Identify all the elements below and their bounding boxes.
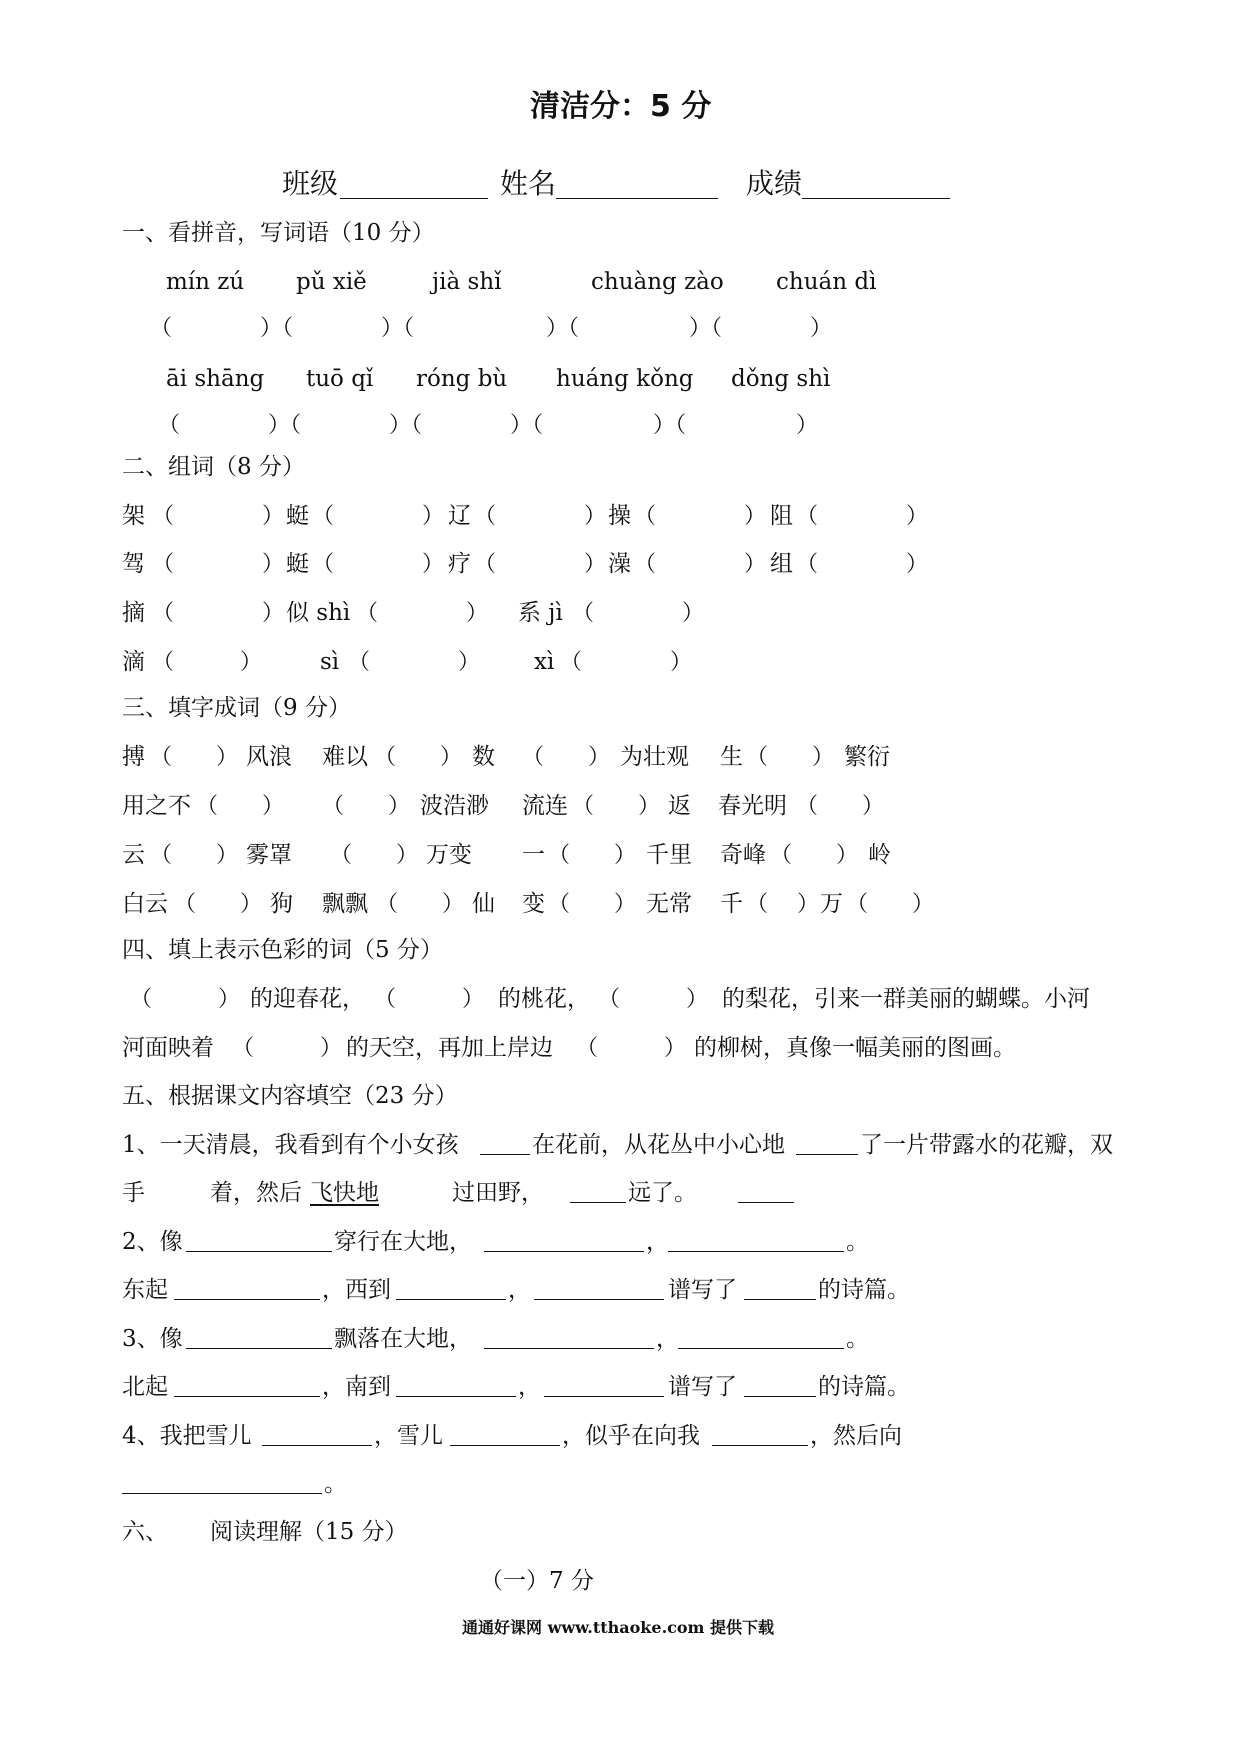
sentence-part: ，似乎在向我 — [562, 1423, 700, 1449]
word-part: 一 — [522, 842, 545, 868]
sentence-part: ， — [508, 1277, 531, 1303]
word-part: 为壮观 — [620, 744, 689, 770]
fill-blank[interactable] — [534, 1277, 664, 1303]
sentence-part: 北起 — [122, 1374, 168, 1400]
answer-box[interactable]: （ ） — [374, 987, 485, 1012]
fill-blank[interactable] — [484, 1326, 654, 1352]
pinyin-item: chuán dì — [776, 269, 877, 295]
char: 阻 — [770, 503, 793, 529]
fill-blank[interactable] — [262, 1423, 372, 1449]
sentence-part: 着，然后 — [210, 1180, 302, 1206]
sentence-part: 的梨花，引来一群美丽的蝴蝶。小河 — [722, 986, 1090, 1012]
fill-blank[interactable] — [712, 1423, 808, 1449]
answer-box[interactable]: （ ） — [376, 892, 465, 917]
fill-blank[interactable] — [122, 1471, 322, 1497]
word-part: 波浩渺 — [420, 793, 489, 819]
sentence-part: ，南到 — [322, 1374, 391, 1400]
fill-blank[interactable] — [186, 1229, 332, 1255]
answer-box[interactable]: （ ） — [174, 892, 263, 917]
fill-blank[interactable] — [174, 1374, 320, 1400]
score-field[interactable] — [802, 172, 950, 202]
sentence-part: ，雪儿 — [374, 1423, 443, 1449]
word-part: 岭 — [868, 842, 891, 868]
answer-box[interactable]: （ ） — [356, 601, 489, 626]
footer-credit: 通通好课网 www.tthaoke.com 提供下载 — [462, 1618, 775, 1637]
sentence-part: 4、我把雪儿 — [122, 1423, 252, 1449]
char: xì — [534, 649, 555, 675]
answer-box[interactable]: （ ） — [746, 745, 835, 770]
answer-box[interactable]: （ ） — [348, 650, 481, 675]
char: 似 shì — [286, 600, 351, 626]
answer-box[interactable]: （ ） — [152, 650, 263, 675]
answer-box[interactable]: （ ） — [560, 650, 693, 675]
word-part: 雾罩 — [246, 842, 292, 868]
sentence-part: 。 — [846, 1326, 869, 1352]
answer-box[interactable]: （ ） — [770, 843, 859, 868]
answer-box[interactable]: （ ） — [152, 504, 285, 529]
pinyin-item: chuàng zào — [591, 269, 724, 295]
answer-box[interactable]: （ ） — [330, 843, 419, 868]
sentence-part: ， — [656, 1326, 679, 1352]
sentence-part: 谱写了 — [668, 1277, 737, 1303]
sentence-part: 的迎春花， — [250, 986, 365, 1012]
char: 系 jì — [518, 600, 563, 626]
word-part: 流连 — [522, 793, 568, 819]
word-part: 变 — [522, 891, 545, 917]
fill-blank[interactable] — [744, 1277, 816, 1303]
word-part: 云 — [122, 842, 145, 868]
answer-box[interactable]: （ ） — [152, 601, 285, 626]
word-part: 狗 — [270, 891, 293, 917]
fill-blank[interactable] — [570, 1180, 626, 1206]
answer-box[interactable]: （ ） — [634, 504, 767, 529]
section-6-title: 阅读理解（15 分） — [210, 1519, 408, 1545]
page-title: 清洁分：5 分 — [530, 89, 712, 124]
fill-blank[interactable] — [480, 1132, 530, 1158]
answer-box[interactable]: （ ） — [374, 745, 463, 770]
section-2-heading: 二、组词（8 分） — [122, 454, 305, 480]
name-field[interactable] — [556, 172, 718, 202]
word-part: 繁衍 — [844, 744, 890, 770]
answer-box[interactable]: （ ） — [796, 794, 885, 819]
pinyin-item: huáng kǒng — [556, 366, 694, 392]
answer-box[interactable]: （ ） — [746, 892, 819, 917]
word-part: 生 — [720, 744, 743, 770]
word-part: 春光明 — [718, 793, 787, 819]
char: 澡 — [608, 551, 631, 577]
pinyin-item: jià shǐ — [432, 269, 502, 295]
answer-box[interactable]: （ ） — [598, 987, 709, 1012]
pinyin-item: dǒng shì — [731, 366, 831, 392]
answer-box[interactable]: （ ）（ ）（ ）（ ）（ ） — [158, 413, 819, 438]
word-part: 千里 — [646, 842, 692, 868]
pinyin-item: āi shāng — [166, 366, 265, 392]
word-part: 白云 — [122, 891, 168, 917]
section-4-heading: 四、填上表示色彩的词（5 分） — [122, 937, 443, 963]
word-part: 数 — [472, 744, 495, 770]
sentence-part: 的诗篇。 — [818, 1374, 910, 1400]
answer-box[interactable]: （ ） — [846, 892, 935, 917]
sentence-part: ，西到 — [322, 1277, 391, 1303]
word-part: 千 — [720, 891, 743, 917]
char: 摘 — [122, 600, 145, 626]
sentence-part: 2、像 — [122, 1229, 183, 1255]
answer-box[interactable]: （ ）（ ）（ ）（ ）（ ） — [150, 316, 833, 341]
sentence-part: ， — [646, 1229, 669, 1255]
fill-blank[interactable] — [678, 1326, 844, 1352]
answer-box[interactable]: （ ） — [796, 552, 929, 577]
answer-box[interactable]: （ ） — [312, 504, 445, 529]
char: 辽 — [448, 503, 471, 529]
char: 操 — [608, 503, 631, 529]
answer-box[interactable]: （ ） — [474, 504, 607, 529]
char: 驾 — [122, 551, 145, 577]
answer-box[interactable]: （ ） — [232, 1036, 343, 1061]
fill-blank[interactable] — [796, 1132, 858, 1158]
sentence-part: 了一片带露水的花瓣，双 — [860, 1132, 1113, 1158]
char: 蜓 — [286, 503, 309, 529]
sentence-part: 。 — [846, 1229, 869, 1255]
sentence-part: 东起 — [122, 1277, 168, 1303]
sentence-part: 远了。 — [628, 1180, 697, 1206]
answer-box[interactable]: （ ） — [796, 504, 929, 529]
fill-blank[interactable] — [484, 1229, 644, 1255]
class-field[interactable] — [340, 172, 488, 202]
sentence-part: 谱写了 — [668, 1374, 737, 1400]
word-part: 搏 — [122, 744, 145, 770]
fill-blank[interactable] — [544, 1374, 664, 1400]
fill-blank[interactable] — [738, 1180, 794, 1206]
sentence-part: 河面映着 — [122, 1035, 214, 1061]
answer-box[interactable]: （ ） — [322, 794, 411, 819]
fill-blank[interactable] — [174, 1277, 320, 1303]
sentence-part: 1、一天清晨，我看到有个小女孩 — [122, 1132, 459, 1158]
answer-box[interactable]: （ ） — [548, 892, 637, 917]
sentence-part: 的天空，再加上岸边 — [346, 1035, 553, 1061]
char: 滴 — [122, 649, 145, 675]
fill-blank[interactable] — [396, 1277, 506, 1303]
word-part: 飘飘 — [322, 891, 368, 917]
pinyin-item: mín zú — [166, 269, 245, 295]
char: 蜓 — [286, 551, 309, 577]
sentence-part: 手 — [122, 1180, 145, 1206]
word-part: 无常 — [646, 891, 692, 917]
sentence-part: 的诗篇。 — [818, 1277, 910, 1303]
answer-box[interactable]: （ ） — [474, 552, 607, 577]
word-part: 难以 — [322, 744, 368, 770]
sentence-part: 3、像 — [122, 1326, 183, 1352]
word-part: 用之不 — [122, 793, 191, 819]
word-part: 奇峰 — [720, 842, 766, 868]
answer-box[interactable]: （ ） — [572, 601, 705, 626]
pinyin-item: róng bù — [416, 366, 508, 392]
section-3-heading: 三、填字成词（9 分） — [122, 695, 351, 721]
answer-box[interactable]: （ ） — [522, 745, 611, 770]
sentence-part: ， — [518, 1374, 541, 1400]
answer-box[interactable]: （ ） — [572, 794, 661, 819]
answer-box[interactable]: （ ） — [150, 843, 239, 868]
sentence-part: 。 — [324, 1471, 347, 1497]
sentence-part: 过田野， — [452, 1180, 544, 1206]
section-1-heading: 一、看拼音，写词语（10 分） — [122, 220, 435, 246]
fill-blank[interactable] — [668, 1229, 844, 1255]
word-part: 万变 — [426, 842, 472, 868]
answer-box[interactable]: （ ） — [152, 552, 285, 577]
fill-blank[interactable] — [396, 1374, 516, 1400]
answer-box[interactable]: （ ） — [576, 1036, 687, 1061]
fill-blank[interactable] — [186, 1326, 332, 1352]
fill-blank[interactable] — [450, 1423, 560, 1449]
word-part: 风浪 — [246, 744, 292, 770]
word-part: 万 — [820, 891, 843, 917]
pinyin-item: pǔ xiě — [296, 269, 367, 295]
answer-box[interactable]: （ ） — [150, 745, 239, 770]
subsection-heading: （一）7 分 — [480, 1568, 594, 1594]
sentence-part: 飞快地 — [310, 1180, 379, 1206]
char: sì — [320, 649, 340, 675]
sentence-part: 在花前，从花丛中小心地 — [532, 1132, 785, 1158]
fill-blank[interactable] — [744, 1374, 816, 1400]
sentence-part: 的桃花， — [498, 986, 590, 1012]
sentence-part: 的柳树，真像一幅美丽的图画。 — [694, 1035, 1016, 1061]
name-label: 姓名 — [500, 167, 557, 200]
class-label: 班级 — [282, 167, 339, 200]
answer-box[interactable]: （ ） — [634, 552, 767, 577]
answer-box[interactable]: （ ） — [196, 794, 285, 819]
answer-box[interactable]: （ ） — [548, 843, 637, 868]
char: 疗 — [448, 551, 471, 577]
char: 组 — [770, 551, 793, 577]
char: 架 — [122, 503, 145, 529]
word-part: 仙 — [472, 891, 495, 917]
sentence-part: ，然后向 — [810, 1423, 902, 1449]
pinyin-item: tuō qǐ — [306, 366, 374, 392]
answer-box[interactable]: （ ） — [312, 552, 445, 577]
answer-box[interactable]: （ ） — [130, 987, 241, 1012]
sentence-part: 飘落在大地， — [334, 1326, 472, 1352]
score-label: 成绩 — [746, 167, 803, 200]
word-part: 返 — [668, 793, 691, 819]
section-5-heading: 五、根据课文内容填空（23 分） — [122, 1083, 458, 1109]
section-6-heading: 六、 — [122, 1519, 168, 1545]
sentence-part: 穿行在大地， — [334, 1229, 472, 1255]
